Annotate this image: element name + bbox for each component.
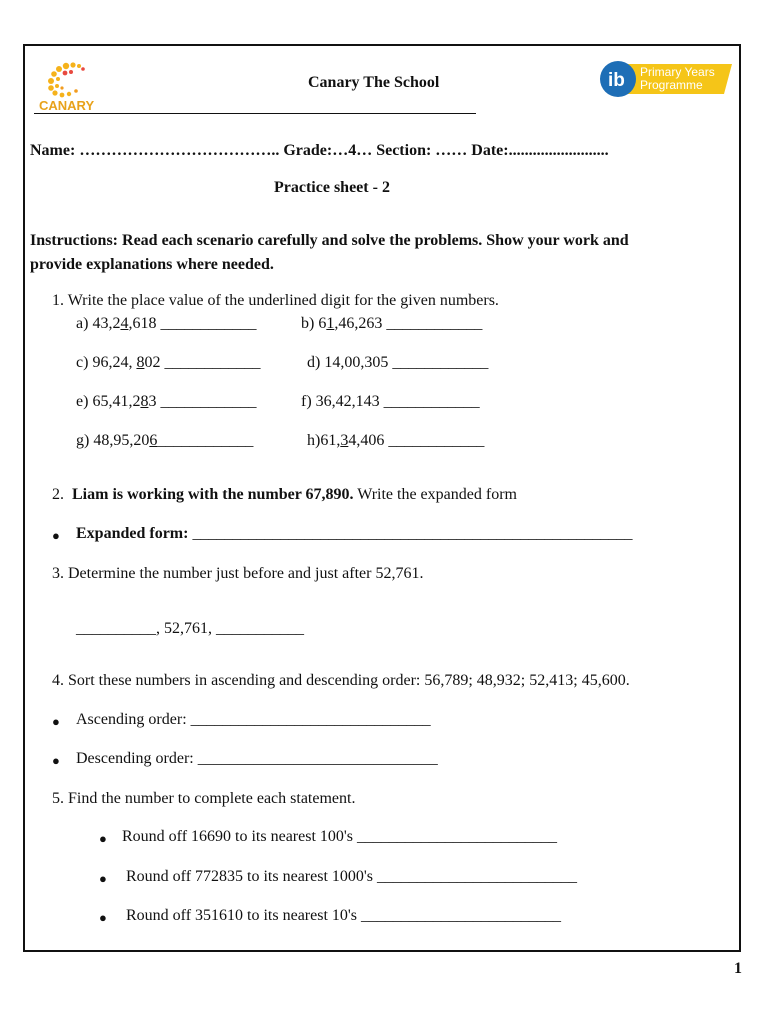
descending-order-line: Descending order: ______________________________ <box>76 750 438 767</box>
canary-logo <box>36 60 98 116</box>
q1-item-h: h)61,34,406 ____________ <box>307 432 485 449</box>
q3-prompt: 3. Determine the number just before and just after 52,761. <box>52 565 424 582</box>
bullet-dot: ● <box>99 831 107 846</box>
ascending-order-line: Ascending order: ______________________________ <box>76 711 431 728</box>
q1-item-a: a) 43,24,618 ____________ <box>76 315 257 332</box>
q1-item-f: f) 36,42,143 ____________ <box>301 393 480 410</box>
q5-item: Round off 16690 to its nearest 100's _________________________ <box>122 828 558 845</box>
q3-answer-line: __________, 52,761, ___________ <box>76 620 304 637</box>
page-number: 1 <box>734 960 742 977</box>
instructions-line1: Instructions: Read each scenario carefully and solve the problems. Show your work and <box>30 232 629 249</box>
q4-prompt: 4. Sort these numbers in ascending and descending order: 56,789; 48,932; 52,413; 45,600. <box>52 672 630 689</box>
q1-item-c: c) 96,24, 802 ____________ <box>76 354 261 371</box>
q5-item: Round off 772835 to its nearest 1000's _________________________ <box>126 868 578 885</box>
bullet-dot: ● <box>52 714 60 729</box>
q1-item-d: d) 14,00,305 ____________ <box>307 354 489 371</box>
bullet-dot: ● <box>99 871 107 886</box>
expanded-form-line: Expanded form: _______________________________________________________ <box>76 525 633 542</box>
q1-item-b: b) 61,46,263 ____________ <box>301 315 483 332</box>
q1-prompt: 1. Write the place value of the underlined digit for the given numbers. <box>52 292 499 309</box>
q1-item-e: e) 65,41,283 ____________ <box>76 393 257 410</box>
canary-logo-text: CANARY <box>39 98 95 113</box>
bullet-dot: ● <box>52 753 60 768</box>
ib-logo-line1: Primary Years <box>640 65 715 79</box>
bullet-dot: ● <box>52 528 60 543</box>
header-rule <box>34 113 476 114</box>
ib-pyp-logo <box>598 58 734 100</box>
sheet-title: Practice sheet - 2 <box>274 179 390 196</box>
q5-prompt: 5. Find the number to complete each statement. <box>52 790 356 807</box>
q2-prompt: 2. Liam is working with the number 67,890. Write the expanded form <box>52 486 517 503</box>
school-name: Canary The School <box>308 74 440 91</box>
ib-logo-line2: Programme <box>640 78 703 92</box>
bullet-dot: ● <box>99 910 107 925</box>
q5-item: Round off 351610 to its nearest 10's _________________________ <box>126 907 562 924</box>
q1-item-g: g) 48,95,206____________ <box>76 432 254 449</box>
ib-mark: ib <box>608 70 625 91</box>
instructions-line2: provide explanations where needed. <box>30 256 274 273</box>
student-info-line: Name: ……………………………….. Grade:…4… Section: …… Date:......................... <box>30 142 609 159</box>
